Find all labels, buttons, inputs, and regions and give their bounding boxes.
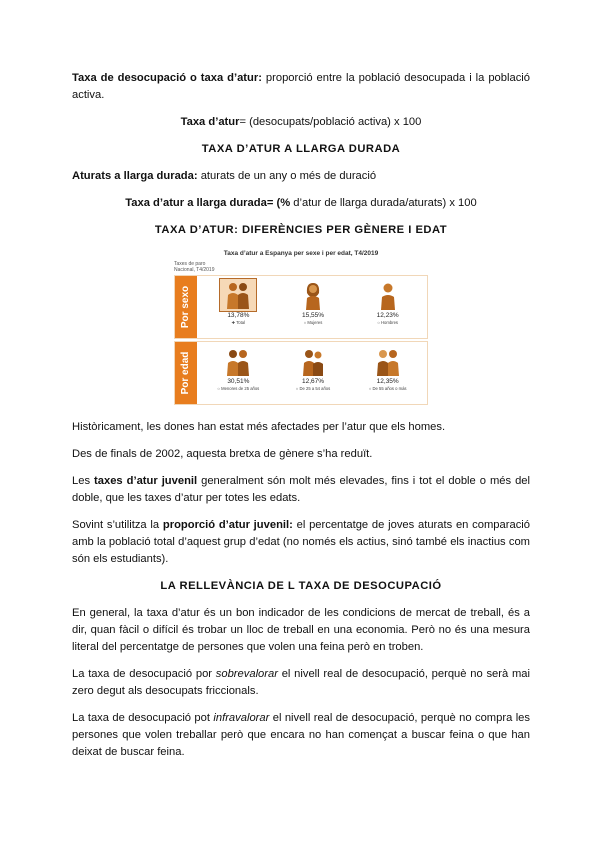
cell-55-plus[interactable] bbox=[350, 342, 425, 404]
panel-by-sex bbox=[174, 275, 428, 339]
paragraph-text: Sovint s’utilitza la bbox=[72, 519, 163, 531]
radio-icon: ○ bbox=[295, 386, 299, 391]
cell-total[interactable] bbox=[201, 276, 276, 338]
paragraph-gender-gap: Des de finals de 2002, aquesta bretxa de gènere s’ha reduït. bbox=[72, 448, 373, 460]
paragraph-underestimate bbox=[72, 710, 530, 761]
figure-subtitle-line: Nacional, T4/2019 bbox=[174, 267, 215, 273]
cell-label bbox=[276, 386, 351, 391]
cell-label-text: Mujeres bbox=[307, 320, 323, 325]
emphasis-overestimate: sobrevalorar bbox=[215, 668, 278, 680]
cell-women[interactable] bbox=[276, 276, 351, 338]
rate-value: 15,55% bbox=[301, 312, 325, 319]
cell-label-text: De 25 a 54 años bbox=[299, 386, 331, 391]
panel-label bbox=[175, 276, 197, 338]
formula-long-term-unemployment bbox=[72, 195, 530, 212]
paragraph-youth-rates bbox=[72, 473, 530, 507]
term-youth-proportion: proporció d’atur juvenil: bbox=[162, 519, 293, 531]
cell-label bbox=[350, 320, 425, 325]
formula-text: = (desocupats/població activa) x 100 bbox=[239, 116, 422, 128]
cell-label-text: Total bbox=[236, 320, 246, 325]
definition-long-term-unemployed bbox=[72, 168, 530, 185]
cell-label bbox=[276, 320, 351, 325]
heading-gender-age: TAXA D’ATUR: DIFERÈNCIES PER GÈNERE I EDAT bbox=[154, 224, 448, 236]
formula-term: Taxa d’atur bbox=[180, 116, 240, 128]
paragraph-youth-proportion bbox=[72, 517, 530, 568]
cell-label bbox=[201, 386, 276, 391]
cell-under-25[interactable] bbox=[201, 342, 276, 404]
radio-icon: ○ bbox=[377, 320, 380, 325]
definition-unemployment-rate bbox=[72, 70, 530, 104]
man-icon bbox=[370, 279, 406, 311]
panel-label bbox=[175, 342, 197, 404]
paragraph-text: generalment són molt més elevades, fins i tot el doble o més del doble, que les taxes d’atur per totes les edats. bbox=[72, 475, 530, 504]
radio-icon: ○ bbox=[303, 320, 307, 325]
figure-title: Taxa d’atur a Espanya per sexe i per edat, T4/2019 bbox=[223, 250, 379, 257]
paragraph-text: el nivell real de desocupació, perquè no compra les persones que volen treballar però que encara no han començat a buscar feina o que han deixat de buscar feina. bbox=[72, 712, 530, 758]
formula-operator: = (% bbox=[266, 197, 291, 209]
cell-label-text: Hombres bbox=[381, 320, 399, 325]
paragraph-text: el percentatge de joves aturats en comparació amb la població total d’aquest grup d’edat (no només els actius, sinó també els inactius com són els estudiants). bbox=[72, 519, 530, 565]
paragraph-text: Les bbox=[72, 475, 95, 487]
cell-label-text: De 55 años o más bbox=[372, 386, 407, 391]
paragraph-historically: Històricament, les dones han estat més afectades per l’atur que els homes. bbox=[72, 421, 446, 433]
plus-icon: ✚ bbox=[231, 320, 236, 325]
rate-value: 13,78% bbox=[227, 312, 250, 319]
figure-subtitle bbox=[174, 261, 428, 273]
definition-text: aturats de un any o més de duració bbox=[197, 170, 377, 182]
definition-text: proporció entre la població desocupada i la població activa. bbox=[72, 72, 530, 101]
term-unemployment-rate: Taxa de desocupació o taxa d’atur: bbox=[72, 72, 262, 84]
formula-term: Taxa d’atur a llarga durada bbox=[125, 197, 267, 209]
young-people-icon bbox=[220, 345, 256, 377]
rate-value: 12,23% bbox=[376, 312, 399, 319]
formula-text: d’atur de llarga durada/aturats) x 100 bbox=[290, 197, 477, 209]
adults-icon bbox=[295, 345, 331, 377]
heading-long-term-unemployment: TAXA D’ATUR A LLARGA DURADA bbox=[201, 143, 401, 155]
paragraph-text: el nivell real de desocupació, perquè no serà mai zero degut als desocupats friccionals. bbox=[72, 668, 530, 697]
cell-men[interactable] bbox=[350, 276, 425, 338]
radio-icon: ○ bbox=[368, 386, 372, 391]
paragraph-text: La taxa de desocupació pot bbox=[72, 712, 214, 724]
panel-by-age bbox=[174, 341, 428, 405]
radio-icon: ○ bbox=[217, 386, 220, 391]
unemployment-figure bbox=[174, 249, 428, 405]
cell-label-text: Menores de 25 años bbox=[221, 386, 260, 391]
panel-label-text: Por sexo bbox=[180, 285, 191, 329]
rate-value: 30,51% bbox=[227, 378, 250, 385]
woman-icon bbox=[295, 279, 331, 311]
figure-subtitle-line: Taxes de paro bbox=[174, 261, 206, 267]
formula-unemployment-rate bbox=[72, 114, 530, 131]
document-page bbox=[72, 70, 530, 761]
emphasis-underestimate: infravalorar bbox=[213, 712, 270, 724]
heading-relevance: LA RELLEVÀNCIA DE L TAXA DE DESOCUPACIÓ bbox=[160, 580, 442, 592]
term-youth-unemployment: taxes d’atur juvenil bbox=[94, 475, 198, 487]
cell-label bbox=[350, 386, 425, 391]
seniors-icon bbox=[370, 345, 406, 377]
term-long-term-unemployed: Aturats a llarga durada: bbox=[72, 170, 198, 182]
panel-label-text: Por edad bbox=[180, 351, 191, 395]
paragraph-general: En general, la taxa d’atur és un bon indicador de les condicions de mercat de treball, és a dir, quan fàcil o difícil és trobar un lloc de treball en una economia. Però no és una mesura literal del percentatge de persones que volen una feina però en troben. bbox=[72, 607, 530, 653]
cell-label bbox=[201, 320, 276, 325]
paragraph-text: La taxa de desocupació por bbox=[72, 668, 216, 680]
rate-value: 12,35% bbox=[376, 378, 399, 385]
rate-value: 12,67% bbox=[301, 378, 325, 385]
paragraph-overestimate bbox=[72, 666, 530, 700]
cell-25-54[interactable] bbox=[276, 342, 351, 404]
people-couple-icon bbox=[220, 279, 256, 311]
